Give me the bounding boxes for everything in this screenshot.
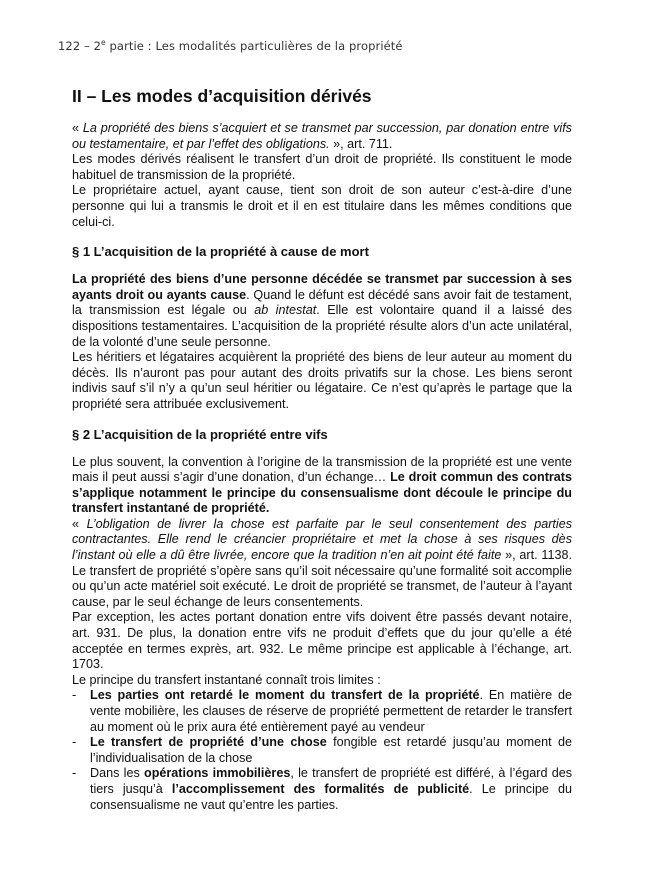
section-title: II – Les modes d’acquisition dérivés — [72, 86, 372, 106]
article-1138-quote: L’obligation de livrer la chose est parfaite par le seul consentement des parties contractantes. Elle rend le créancier propriétaire et met la chose à ses risques dès l’instant où elle a dû être livrée, encore que la tradition n’en ait point été faite — [72, 516, 572, 563]
quote-open-1138: « — [72, 516, 87, 531]
ab-intestat-term: ab intestat — [254, 303, 317, 318]
limit-bold: Les parties ont retardé le moment du transfert de la propriété — [90, 688, 480, 703]
succession-text-a: . Quand le défunt est décédé sans avoir fait de testament, la transmission est légale ou — [72, 287, 572, 318]
quote-citation: », art. 711. — [329, 136, 393, 151]
contract-paragraph — [72, 455, 572, 517]
article-711-quote — [72, 121, 572, 152]
intro-paragraph-3: Le propriétaire actuel, ayant cause, tient son droit de son auteur c’est-à-dire d’une personne qui lui a transmis le droit et il en est titulaire dans les mêmes conditions que celui-ci. — [72, 183, 572, 229]
main-content — [72, 86, 572, 827]
quote-open: « — [72, 121, 83, 135]
limit-post-2: . Le principe du consensualisme ne vaut qu’entre les parties. — [90, 781, 572, 812]
part-title: partie : Les modalités particulières de la propriété — [105, 38, 403, 53]
limit-bold: opérations immobilières — [144, 766, 291, 781]
limit-post: . En matière de vente mobilière, les clauses de réserve de propriété permettent de retarder le transfert au moment où le prix aura été entièrement payé au vendeur — [90, 688, 572, 734]
limit-post: , le transfert de propriété est différé, à l’égard des tiers jusqu’à — [90, 766, 573, 796]
limit-pre: Dans les — [90, 766, 145, 781]
succession-principle: La propriété des biens d’une personne décédée se transmet par succession à ses ayants droit ou ayants cause — [72, 272, 572, 302]
limits-list — [72, 688, 572, 813]
subsection-2-body — [72, 455, 572, 814]
list-item — [72, 735, 572, 766]
succession-text-b: . Elle est volontaire quand il a laissé des dispositions testamentaires. L’acquisition de la propriété résulte alors d’un acte unilatéral, de la volonté d’une seule personne. — [72, 303, 572, 349]
intro-paragraph-2: Les modes dérivés réalisent le transfert d’un droit de propriété. Ils constituent le mode habituel de transmission de la propriété. — [72, 152, 572, 182]
subsection-1-title: § 1 L’acquisition de la propriété à cause de mort — [72, 244, 369, 260]
subsection-1-body — [72, 272, 572, 412]
limit-bold-2: l’accomplissement des formalités de publicité — [171, 781, 470, 796]
consensualism-principle: Le droit commun des contrats s’applique notamment le principe du consensualisme dont découle le principe du transfert instantané de propriété. — [72, 470, 572, 516]
part-ordinal-suffix: e — [101, 38, 106, 47]
intro-block — [72, 121, 572, 230]
running-header — [58, 38, 403, 53]
exception-paragraph: Par exception, les actes portant donation entre vifs doivent être passés devant notaire, art. 931. De plus, la donation entre vifs ne produit d’effets que du jour qu’elle a été acceptée en termes exprès, art. 932. Le même principe est applicable à l’échange, art. 1703. — [72, 610, 572, 672]
list-item — [72, 688, 572, 735]
contract-text: Le plus souvent, la convention à l’origine de la transmission de la propriété est une vente mais il peut aussi s’agir d’une donation, d’un échange… — [72, 454, 572, 485]
header-separator: – — [80, 38, 94, 53]
heirs-paragraph: Les héritiers et légataires acquièrent la propriété des biens de leur auteur au moment du décès. Ils n’auront pas pour autant des droits privatifs sur la chose. Les biens seront indivis sauf s’il n’y a qu’un seul héritier ou légataire. Ce n’est qu’après le partage que la propriété sera attribuée exclusivement. — [72, 350, 572, 411]
list-item — [72, 766, 572, 813]
limit-bold: Le transfert de propriété d’une chose — [90, 735, 327, 750]
article-1138-paragraph — [72, 517, 572, 611]
part-number: 2 — [93, 38, 102, 53]
quote-text: La propriété des biens s’acquiert et se transmet par succession, par donation entre vifs ou testamentaire, et par l’effet des obligations. — [72, 121, 572, 151]
article-1138-text: », art. 1138. Le transfert de propriété s’opère sans qu’il soit nécessaire qu’une formalité soit accomplie ou qu’un acte matériel soit exécuté. Le droit de propriété se transmet, de l’auteur à l’ayant cause, par le seul échange de leurs consentements. — [72, 548, 572, 609]
subsection-2-title: § 2 L’acquisition de la propriété entre vifs — [72, 426, 328, 442]
page-number: 122 — [58, 38, 81, 53]
succession-paragraph — [72, 272, 572, 350]
limit-post: fongible est retardé jusqu’au moment de l’individualisation de la chose — [90, 735, 572, 765]
limits-intro: Le principe du transfert instantané connaît trois limites : — [72, 672, 381, 687]
